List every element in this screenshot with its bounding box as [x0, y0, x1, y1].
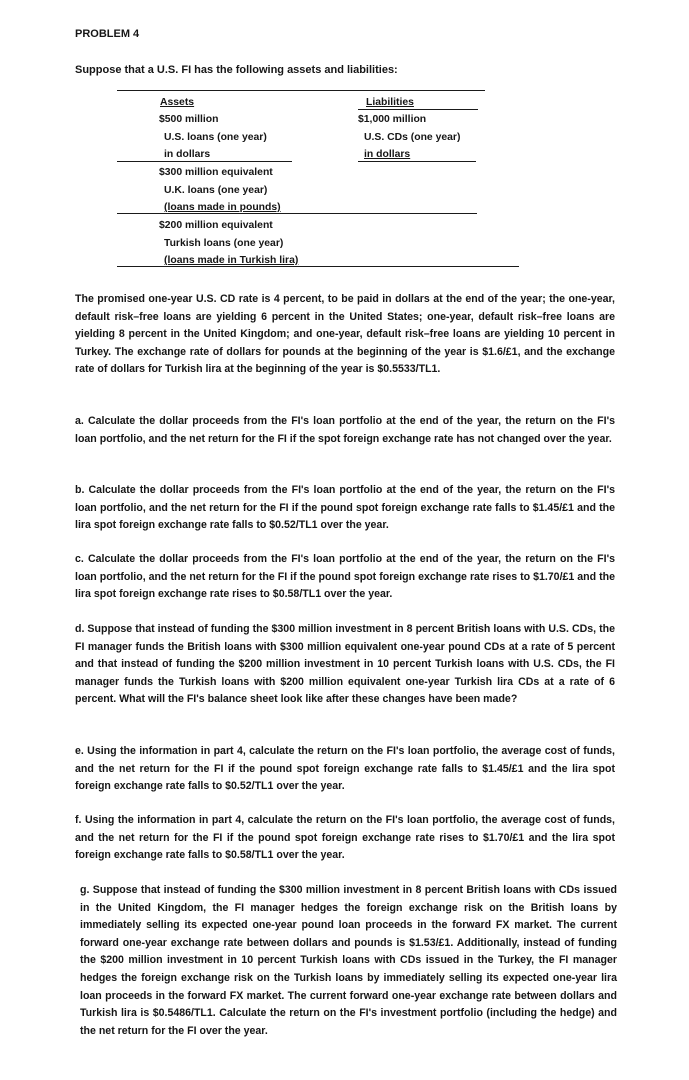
- liability-us-currency: in dollars: [364, 149, 411, 160]
- question-d: d. Suppose that instead of funding the $300 million investment in 8 percent British loans with U.S. CDs, the FI manager funds the British loans with $300 million equivalent one-year pound CDs at a rate of 5 percent and that instead of funding the $200 million investment in 10 percent Turkish loans with U.S. CDs, the FI manager funds the Turkish loans with $200 million equivalent one-year Turkish lira CDs at a rate of 6 percent. What will the FI's balance sheet look like after these changes have been made?: [75, 623, 615, 706]
- asset-uk-desc: U.K. loans (one year): [164, 185, 268, 196]
- asset-turkey-currency: (loans made in Turkish lira): [164, 255, 299, 266]
- table-top-rule: [117, 90, 485, 91]
- question-f: f. Using the information in part 4, calculate the return on the FI's loan portfolio, the average cost of funds, and the net return for the FI if the pound spot foreign exchange rate rises to $1.70/£1 and the lira spot foreign exchange rate falls to $0.58/TL1 over the year.: [75, 814, 615, 862]
- question-a: a. Calculate the dollar proceeds from the FI's loan portfolio at the end of the year, the return on the FI's loan portfolio, and the net return for the FI if the spot foreign exchange rate has not changed over the year.: [75, 415, 615, 445]
- liability-us-desc: U.S. CDs (one year): [364, 132, 461, 143]
- intro-text: Suppose that a U.S. FI has the following assets and liabilities:: [75, 64, 398, 76]
- asset-us-rule: [117, 161, 292, 162]
- liability-us-rule: [358, 161, 476, 162]
- asset-turkey-desc: Turkish loans (one year): [164, 238, 284, 249]
- asset-uk-amount: $300 million equivalent: [159, 167, 273, 178]
- asset-uk-currency: (loans made in pounds): [164, 202, 281, 213]
- liability-us-amount: $1,000 million: [358, 114, 427, 125]
- liabilities-header: Liabilities: [366, 97, 414, 108]
- question-g: g. Suppose that instead of funding the $300 million investment in 8 percent British loans with CDs issued in the United Kingdom, the FI manager hedges the foreign exchange risk on the British loans by immediately selling its expected one-year pound loan proceeds in the forward FX market. The current forward one-year exchange rate between dollars and pounds is $1.53/£1. Additionally, instead of funding the $200 million investment in 10 percent Turkish loans with CDs issued in the Turkey, the FI manager hedges the foreign exchange risk on the Turkish loans by immediately selling its expected one-year lira loan proceeds in the forward FX market. The current forward one-year exchange rate between dollars and Turkish lira is $0.5486/TL1. Calculate the return on the FI's investment portfolio (including the hedge) and the net return for the FI over the year.: [80, 884, 617, 1037]
- assets-header: Assets: [160, 97, 195, 108]
- problem-title: PROBLEM 4: [75, 28, 140, 40]
- asset-turkey-amount: $200 million equivalent: [159, 220, 273, 231]
- asset-us-amount: $500 million: [159, 114, 219, 125]
- table-bottom-rule: [117, 266, 519, 267]
- asset-us-desc: U.S. loans (one year): [164, 132, 267, 143]
- question-e: e. Using the information in part 4, calculate the return on the FI's loan portfolio, the average cost of funds, and the net return for the FI if the pound spot foreign exchange rate falls to $1.45/£1 and the lira spot foreign exchange rate falls to $0.52/TL1 over the year.: [75, 745, 615, 793]
- liabilities-header-rule: [358, 109, 478, 110]
- question-b: b. Calculate the dollar proceeds from the FI's loan portfolio at the end of the year, the return on the FI's loan portfolio, and the net return for the FI if the pound spot foreign exchange rate falls to $1.45/£1 and the lira spot foreign exchange rate falls to $0.52/TL1 over the year.: [75, 484, 615, 532]
- asset-us-currency: in dollars: [164, 149, 211, 160]
- asset-uk-rule: [117, 213, 477, 214]
- question-c: c. Calculate the dollar proceeds from the FI's loan portfolio at the end of the year, the return on the FI's loan portfolio, and the net return for the FI if the pound spot foreign exchange rate rises to $1.70/£1 and the lira spot foreign exchange rate rises to $0.58/TL1 over the year.: [75, 553, 615, 601]
- setup-paragraph: The promised one-year U.S. CD rate is 4 percent, to be paid in dollars at the end of the year; the one-year, default risk–free loans are yielding 6 percent in the United States; one-year, default risk–free loans are yielding 8 percent in the United Kingdom; and one-year, default risk–free loans are yielding 10 percent in Turkey. The exchange rate of dollars for pounds at the beginning of the year is $1.6/£1, and the exchange rate of dollars for Turkish lira at the beginning of the year is $0.5533/TL1.: [75, 293, 615, 376]
